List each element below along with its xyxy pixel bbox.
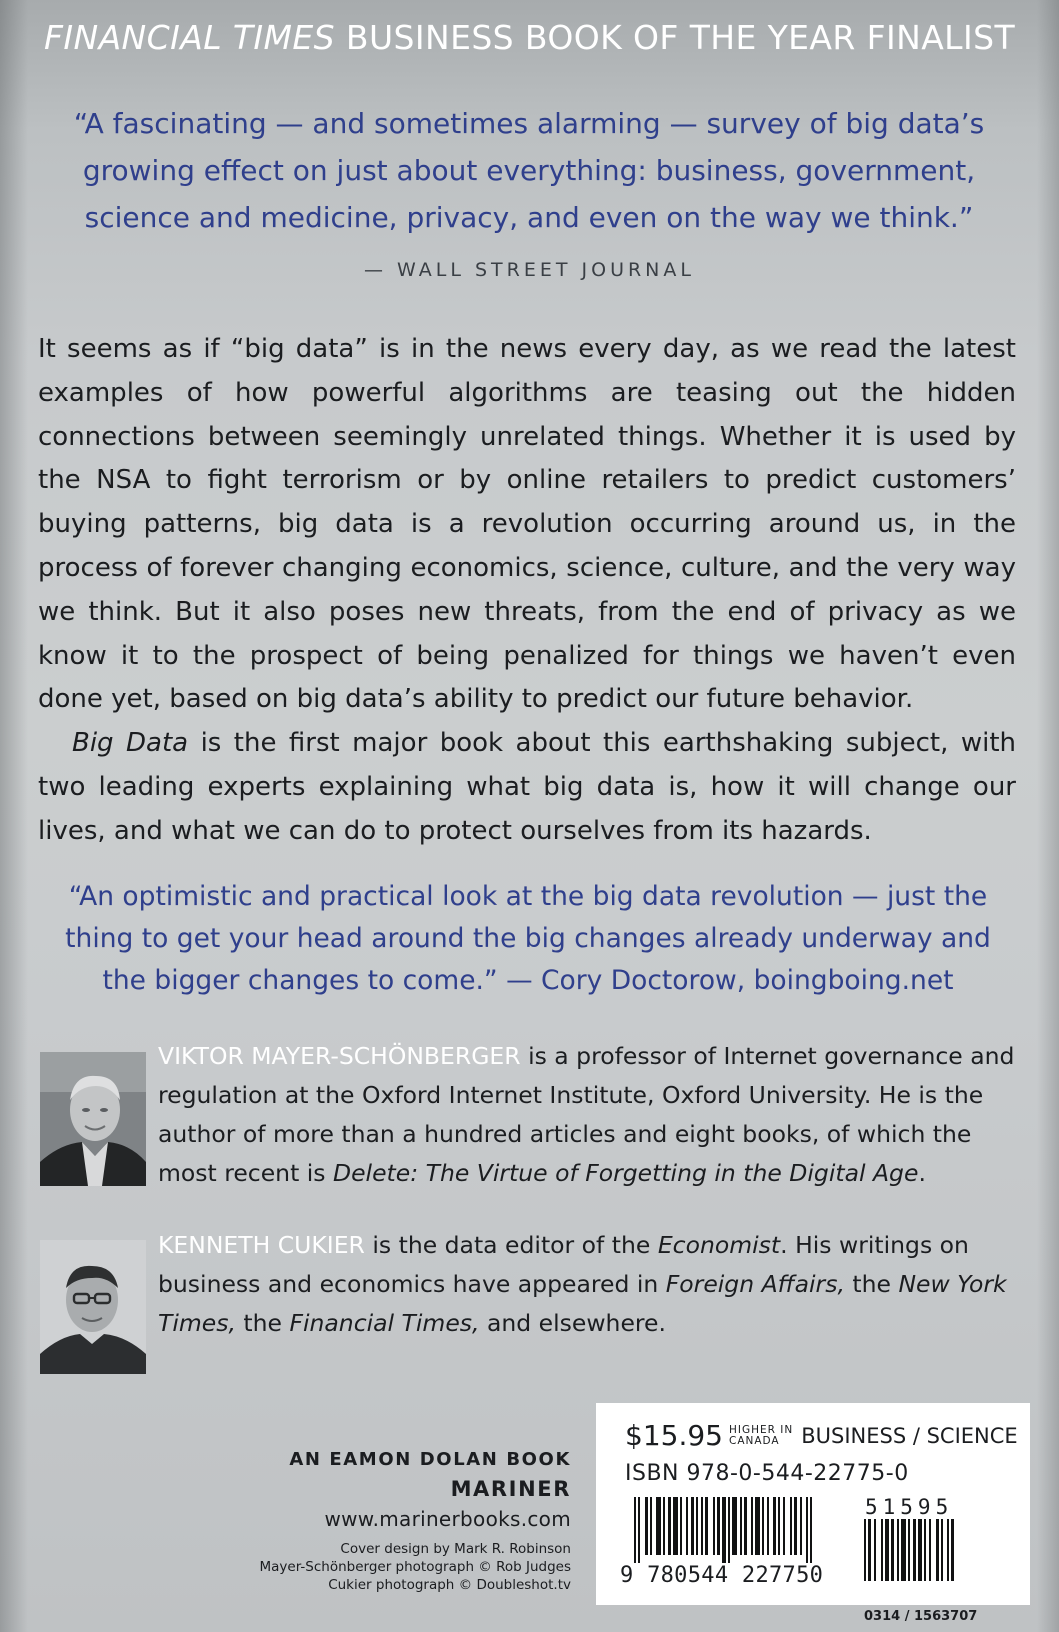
price-row bbox=[625, 1419, 1018, 1452]
print-code: 0314 / 1563707 bbox=[864, 1609, 978, 1624]
barcode-bar bbox=[913, 1519, 916, 1581]
isbn: ISBN 978-0-544-22775-0 bbox=[625, 1461, 909, 1486]
barcode-main bbox=[634, 1497, 858, 1567]
barcode-bar bbox=[767, 1497, 769, 1555]
barcode-bar bbox=[806, 1497, 808, 1563]
barcode-bar bbox=[929, 1519, 931, 1581]
barcode-bar bbox=[668, 1497, 671, 1555]
author-photo-1-drawing bbox=[40, 1052, 146, 1186]
left-edge-shadow bbox=[0, 0, 28, 1632]
author-bio-cukier bbox=[158, 1226, 1018, 1343]
author-photo-2-drawing bbox=[40, 1240, 146, 1374]
author-bio-2-t4: the bbox=[235, 1309, 290, 1337]
barcode-bar bbox=[901, 1519, 906, 1581]
barcode-bar bbox=[874, 1519, 876, 1581]
barcode-bar bbox=[891, 1519, 894, 1581]
imprint-line-1: AN EAMON DOLAN BOOK bbox=[289, 1449, 571, 1470]
barcode-bar bbox=[705, 1497, 708, 1555]
barcode-bar bbox=[885, 1519, 889, 1581]
barcode-bar bbox=[634, 1497, 636, 1563]
barcode-addon-digits: 51595 bbox=[865, 1495, 954, 1519]
author-bio-2-i4: Financial Times, bbox=[289, 1309, 480, 1337]
barcode-bar bbox=[663, 1497, 665, 1555]
author-bio-2-i1: Economist bbox=[657, 1231, 781, 1259]
photo-credits bbox=[260, 1540, 572, 1594]
barcode-bar bbox=[762, 1497, 764, 1555]
barcode-bar bbox=[868, 1519, 871, 1581]
barcode-bar bbox=[773, 1497, 776, 1555]
barcode-bar bbox=[638, 1497, 640, 1563]
banner-rest: BUSINESS BOOK OF THE YEAR FINALIST bbox=[335, 18, 1016, 57]
credit-photo-2: Cukier photograph © Doubleshot.tv bbox=[328, 1577, 571, 1593]
imprint-website: www.marinerbooks.com bbox=[324, 1507, 571, 1531]
barcode-bar bbox=[728, 1497, 730, 1563]
review-quote-wsj: “A fascinating — and sometimes alarming — survey of big data’s growing effect on just about everything: business, government, science and medicine, privacy, and even on the way we think.” bbox=[73, 107, 985, 234]
higher-line-2: CANADA bbox=[728, 1434, 780, 1447]
barcode-bar bbox=[732, 1497, 737, 1555]
barcode-bar bbox=[810, 1497, 812, 1563]
author-name-mayer-schonberger: VIKTOR MAYER-SCHÖNBERGER bbox=[158, 1042, 521, 1070]
barcode-panel bbox=[596, 1403, 1030, 1605]
barcode-bar bbox=[897, 1519, 899, 1581]
author-bio-2-t5: and elsewhere. bbox=[479, 1309, 666, 1337]
barcode-bar bbox=[941, 1519, 943, 1581]
book-title: Big Data bbox=[72, 728, 189, 759]
barcode-bar bbox=[696, 1497, 698, 1555]
imprint-publisher: MARINER bbox=[450, 1477, 571, 1501]
author-bio-1-text: is a professor of Internet governance and regulation at the Oxford Internet Institute, Oxford University. He is the author of more than a hundred articles and eight books, of which the most recent is bbox=[158, 1042, 1015, 1187]
higher-in-canada bbox=[729, 1425, 793, 1447]
barcode-bar bbox=[881, 1519, 883, 1581]
barcode-bar bbox=[755, 1497, 760, 1555]
barcode-bar bbox=[680, 1497, 682, 1555]
barcode-bar bbox=[701, 1497, 703, 1555]
barcode-bar bbox=[722, 1497, 726, 1563]
publisher-imprint bbox=[289, 1446, 571, 1534]
barcode-bar bbox=[751, 1497, 753, 1555]
barcode-bar bbox=[740, 1497, 742, 1555]
barcode-bar bbox=[673, 1497, 678, 1555]
barcode-bar bbox=[778, 1497, 780, 1555]
credit-cover-design: Cover design by Mark R. Robinson bbox=[340, 1541, 571, 1557]
author-photo-mayer-schonberger bbox=[40, 1052, 146, 1186]
barcode-bar bbox=[717, 1497, 720, 1555]
author-1-book-title: Delete: The Virtue of Forgetting in the Digital Age bbox=[333, 1159, 919, 1187]
book-description bbox=[38, 328, 1016, 854]
author-bio-1-end: . bbox=[918, 1159, 926, 1187]
author-bio-mayer-schonberger bbox=[158, 1037, 1018, 1193]
review-source-wsj: — WALL STREET JOURNAL bbox=[364, 259, 695, 281]
barcode-bar bbox=[951, 1519, 954, 1581]
banner-italic: FINANCIAL TIMES bbox=[43, 18, 336, 57]
barcode-bar bbox=[656, 1497, 661, 1555]
barcode-bar bbox=[744, 1497, 747, 1555]
author-bio-2-t1: is the data editor of the bbox=[364, 1231, 658, 1259]
higher-line-1: HIGHER IN bbox=[728, 1423, 794, 1436]
barcode-digits: 9 780544 227750 bbox=[620, 1563, 824, 1588]
barcode-bar bbox=[864, 1519, 866, 1581]
barcode-bar bbox=[924, 1519, 926, 1581]
author-bio-2-i3: New York Times, bbox=[158, 1270, 1007, 1337]
barcode-bar bbox=[800, 1497, 802, 1555]
barcode-bar bbox=[947, 1519, 949, 1581]
description-paragraph-2-text: is the first major book about this earthshaking subject, with two leading experts explaining what big data is, how it will change our lives, and what we can do to protect ourselves from its hazards. bbox=[38, 728, 1016, 846]
author-photo-cukier bbox=[40, 1240, 146, 1374]
right-edge-shadow bbox=[1037, 0, 1059, 1632]
barcode-bar bbox=[783, 1497, 785, 1555]
barcode-bar bbox=[691, 1497, 694, 1555]
barcode-bar bbox=[918, 1519, 922, 1581]
barcode-bar bbox=[650, 1497, 652, 1555]
barcode-bar bbox=[713, 1497, 715, 1555]
author-bio-2-t2: . His writings on business and economics have appeared in bbox=[158, 1231, 969, 1298]
credit-photo-1: Mayer-Schönberger photograph © Rob Judges bbox=[259, 1559, 571, 1575]
award-banner bbox=[0, 18, 1059, 57]
category: BUSINESS / SCIENCE bbox=[801, 1423, 1018, 1448]
description-paragraph-1: It seems as if “big data” is in the news every day, as we read the latest examples of how powerful algorithms are teasing out the hidden connections between seemingly unrelated things. Whether it is used by the NSA to fight terrorism or by online retailers to predict customers’ buying patterns, big data is a revolution occurring around us, in the process of forever changing economics, science, culture, and the very way we think. But it also poses new threats, from the end of privacy as we know it to the prospect of being penalized for things we haven’t even done yet, based on big data’s ability to predict our future behavior. bbox=[38, 334, 1016, 715]
author-bio-2-t3: the bbox=[844, 1270, 899, 1298]
barcode-bar bbox=[645, 1497, 648, 1555]
barcode-addon bbox=[864, 1519, 982, 1593]
description-paragraph-2 bbox=[38, 722, 1016, 853]
review-quote-doctorow: “An optimistic and practical look at the big data revolution — just the thing to get your head around the big changes already underway and the bigger changes to come.” — Cory Doctorow, boingboing.net bbox=[65, 881, 991, 996]
barcode-bar bbox=[908, 1519, 910, 1581]
barcode-bar bbox=[794, 1497, 797, 1555]
price: $15.95 bbox=[625, 1419, 723, 1452]
barcode-bar bbox=[686, 1497, 688, 1555]
barcode-bar bbox=[790, 1497, 792, 1555]
author-name-cukier: KENNETH CUKIER bbox=[158, 1231, 365, 1259]
barcode-bar bbox=[936, 1519, 939, 1581]
author-bio-2-i2: Foreign Affairs, bbox=[665, 1270, 845, 1298]
